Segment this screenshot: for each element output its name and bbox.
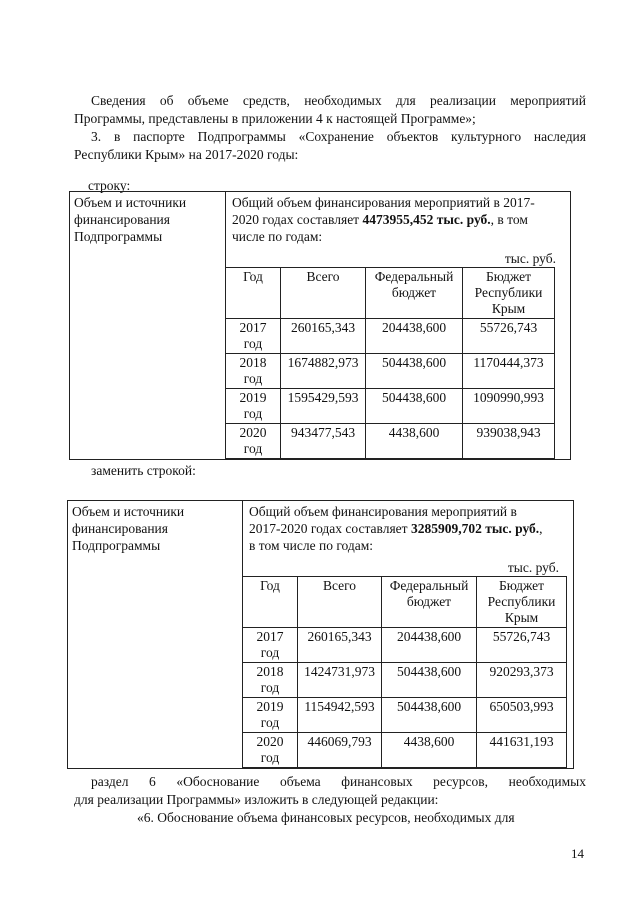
year-suffix: год bbox=[260, 715, 280, 730]
old-total-amount: 4473955,452 тыс. руб. bbox=[362, 212, 491, 227]
regional-cell: 55726,743 bbox=[477, 628, 567, 663]
regional-cell: 1170444,373 bbox=[463, 354, 555, 389]
year-value: 2020 bbox=[256, 734, 284, 749]
header-text: Республики bbox=[487, 594, 556, 609]
year-value: 2017 bbox=[239, 320, 267, 335]
after-label: заменить строкой: bbox=[91, 463, 196, 478]
left-line: Подпрограммы bbox=[74, 229, 163, 244]
total-cell: 1595429,593 bbox=[281, 389, 366, 424]
header-text: Бюджет bbox=[498, 578, 545, 593]
total-cell: 1424731,973 bbox=[298, 663, 382, 698]
table-row bbox=[243, 628, 567, 663]
total-cell: 260165,343 bbox=[281, 319, 366, 354]
new-intro-a: Общий объем финансирования мероприятий в bbox=[249, 504, 517, 519]
outro-line-2: для реализации Программы» изложить в следующей редакции: bbox=[74, 792, 439, 807]
new-unit-label: тыс. руб. bbox=[507, 560, 559, 575]
intro-line-3: 3. в паспорте Подпрограммы «Сохранение объектов культурного наследия bbox=[91, 129, 586, 144]
total-cell: 1674882,973 bbox=[281, 354, 366, 389]
old-intro-b-post: , в том bbox=[490, 212, 528, 227]
header-regional bbox=[477, 577, 567, 628]
regional-cell: 650503,993 bbox=[477, 698, 567, 733]
old-right-cell bbox=[226, 192, 571, 460]
year-cell bbox=[226, 424, 281, 459]
old-passport-table bbox=[69, 191, 571, 460]
outro-line-1: раздел 6 «Обоснование объема финансовых ресурсов, необходимых bbox=[91, 774, 586, 789]
year-cell bbox=[226, 319, 281, 354]
table-row bbox=[243, 698, 567, 733]
new-intro-b bbox=[249, 520, 567, 537]
left-line: финансирования bbox=[72, 521, 168, 536]
header-text: бюджет bbox=[391, 285, 437, 300]
regional-cell: 939038,943 bbox=[463, 424, 555, 459]
old-intro-c: числе по годам: bbox=[232, 229, 323, 244]
federal-cell: 504438,600 bbox=[382, 663, 477, 698]
left-line: финансирования bbox=[74, 212, 170, 227]
year-cell bbox=[243, 663, 298, 698]
year-suffix: год bbox=[243, 441, 263, 456]
regional-cell: 1090990,993 bbox=[463, 389, 555, 424]
regional-cell: 55726,743 bbox=[463, 319, 555, 354]
old-intro-b bbox=[232, 211, 564, 228]
year-value: 2018 bbox=[256, 664, 284, 679]
old-left-cell bbox=[70, 192, 226, 460]
old-intro-a: Общий объем финансирования мероприятий в 2017- bbox=[232, 195, 535, 210]
year-suffix: год bbox=[260, 645, 280, 660]
year-cell bbox=[243, 733, 298, 768]
new-year-table bbox=[242, 576, 567, 768]
new-intro-b-pre: 2017-2020 годах составляет bbox=[249, 521, 411, 536]
table-row bbox=[226, 354, 555, 389]
old-intro-b-pre: 2020 годах составляет bbox=[232, 212, 363, 227]
year-suffix: год bbox=[243, 406, 263, 421]
total-cell: 446069,793 bbox=[298, 733, 382, 768]
header-text: Крым bbox=[491, 301, 526, 316]
intro-line-2: Программы, представлены в приложении 4 к настоящей Программе»; bbox=[74, 111, 476, 126]
left-line: Объем и источники bbox=[74, 195, 187, 210]
federal-cell: 504438,600 bbox=[366, 354, 463, 389]
left-line: Подпрограммы bbox=[72, 538, 161, 553]
header-federal bbox=[382, 577, 477, 628]
outro-line-3: «6. Обоснование объема финансовых ресурсов, необходимых для bbox=[137, 810, 515, 825]
header-text: бюджет bbox=[406, 594, 452, 609]
total-cell: 1154942,593 bbox=[298, 698, 382, 733]
header-text: Всего bbox=[306, 269, 340, 284]
federal-cell: 504438,600 bbox=[366, 389, 463, 424]
intro-line-4: Республики Крым» на 2017-2020 годы: bbox=[74, 147, 299, 162]
new-passport-table bbox=[67, 500, 574, 769]
year-value: 2019 bbox=[256, 699, 284, 714]
table-row bbox=[226, 389, 555, 424]
table-row bbox=[226, 424, 555, 459]
year-cell bbox=[243, 628, 298, 663]
header-total bbox=[281, 268, 366, 319]
before-label: строку: bbox=[88, 178, 131, 193]
header-text: Республики bbox=[474, 285, 543, 300]
year-cell bbox=[243, 698, 298, 733]
header-text: Год bbox=[260, 578, 280, 593]
header-year bbox=[226, 268, 281, 319]
federal-cell: 204438,600 bbox=[366, 319, 463, 354]
new-total-amount: 3285909,702 тыс. руб. bbox=[410, 521, 540, 536]
regional-cell: 920293,373 bbox=[477, 663, 567, 698]
table-row bbox=[243, 663, 567, 698]
header-text: Федеральный bbox=[389, 578, 469, 593]
table-header-row bbox=[243, 577, 567, 628]
header-text: Всего bbox=[322, 578, 357, 593]
header-text: Бюджет bbox=[485, 269, 532, 284]
old-year-table bbox=[225, 267, 555, 459]
page-number: 14 bbox=[571, 846, 584, 861]
left-line: Объем и источники bbox=[72, 504, 185, 519]
year-suffix: год bbox=[243, 336, 263, 351]
year-value: 2019 bbox=[239, 390, 267, 405]
header-text: Федеральный bbox=[374, 269, 454, 284]
year-suffix: год bbox=[243, 371, 263, 386]
federal-cell: 204438,600 bbox=[382, 628, 477, 663]
table-row bbox=[243, 733, 567, 768]
total-cell: 943477,543 bbox=[281, 424, 366, 459]
table-row bbox=[226, 319, 555, 354]
table-header-row bbox=[226, 268, 555, 319]
federal-cell: 4438,600 bbox=[382, 733, 477, 768]
intro-line-1: Сведения об объеме средств, необходимых для реализации мероприятий bbox=[91, 93, 586, 108]
new-right-cell bbox=[243, 501, 574, 769]
year-cell bbox=[226, 389, 281, 424]
regional-cell: 441631,193 bbox=[477, 733, 567, 768]
header-text: Год bbox=[243, 269, 263, 284]
total-cell: 260165,343 bbox=[298, 628, 382, 663]
year-suffix: год bbox=[260, 750, 280, 765]
year-value: 2020 bbox=[239, 425, 267, 440]
header-regional bbox=[463, 268, 555, 319]
year-cell bbox=[226, 354, 281, 389]
header-text: Крым bbox=[504, 610, 539, 625]
year-value: 2018 bbox=[239, 355, 267, 370]
federal-cell: 504438,600 bbox=[382, 698, 477, 733]
new-left-cell bbox=[68, 501, 243, 769]
year-suffix: год bbox=[260, 680, 280, 695]
new-intro-b-post: , bbox=[539, 521, 543, 536]
old-unit-label: тыс. руб. bbox=[504, 251, 556, 266]
year-value: 2017 bbox=[256, 629, 284, 644]
header-year bbox=[243, 577, 298, 628]
new-intro-c: в том числе по годам: bbox=[249, 538, 374, 553]
header-total bbox=[298, 577, 382, 628]
header-federal bbox=[366, 268, 463, 319]
federal-cell: 4438,600 bbox=[366, 424, 463, 459]
